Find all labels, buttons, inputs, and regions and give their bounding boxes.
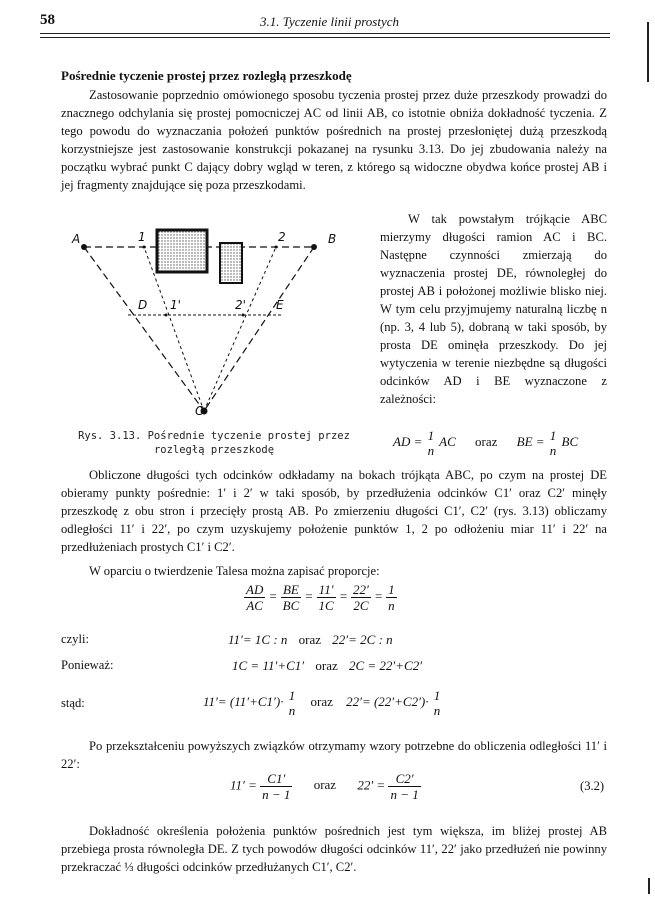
running-head: 3.1. Tyczenie linii prostych [260, 14, 400, 29]
stad-num2: 1 [433, 688, 441, 703]
thales-f1-den: AC [246, 598, 263, 613]
eq-be-lhs: BE = [516, 433, 545, 449]
point-b [311, 244, 317, 250]
figure-3-13 [62, 225, 362, 425]
label-b: B [328, 232, 337, 246]
poniewaz-conj: oraz [315, 658, 338, 673]
paragraph-accuracy: Dokładność określenia położenia punktów pośrednich jest tym większa, im bliżej prostej AB przebiega prosta równoległa DE. Z tych powodów długości odcinków 11′, 22′ jako przedłużeń nie powinny przekraczać ⅓ długości odcinków przedłużanych C1′, C2′. [61, 824, 607, 874]
final-num2: C2′ [388, 771, 420, 787]
thales-eq-4: = [374, 588, 383, 604]
caption-line-1: Rys. 3.13. Pośrednie tyczenie prostej przez [78, 430, 350, 442]
paragraph-intro: Zastosowanie poprzednio omówionego sposobu tyczenia prostej przez duże przeszkody prowadzi do znacznego odchylania się prostej pomocniczej AC od linii AB, co istotnie obniża dokładność tyczenia. Z tego powodu do wyznaczania położeń punktów pośrednich na prostej przesłoniętej dużą przeszkodą korzystniejsze jest zastosowanie konstrukcji pokazanej na rysunku 3.13. Do jej zbudowania należy na początku wybrać punkt C dający dobry wgląd w teren, z którego są widoczne obydwa końce prostej AB i jej fragmenty znajdujące się poza przeszkodami. [61, 88, 607, 192]
eq-be-den: n [549, 443, 557, 458]
eq-ad-num: 1 [427, 428, 435, 443]
final-lhs2: 22′ = [357, 777, 386, 793]
stad-left: 11′= (11′+C1′)· [203, 693, 284, 709]
thales-f2-den: BC [282, 598, 300, 613]
paragraph-computation: Obliczone długości tych odcinków odkładamy na bokach trójkąta ABC, po czym na prostej DE obieramy punkty pośrednie: 1′ i 2′ w taki sposób, by przedłużenia odcinków C1′ oraz C2′ minęły przeszkodę z obu stron i przecięły prostą AB. Po zmierzeniu długości C1′, C2′ (rys. 3.13) obliczamy odległości 11′ i 22′, po czym uzyskujemy położenie punktów 1, 2 po odłożeniu miar 11′ i 22′ na przedłużeniach prostych C1′ i C2′. [61, 468, 607, 554]
point-2p [242, 314, 245, 317]
point-1 [143, 246, 146, 249]
label-2p: 2' [235, 298, 246, 312]
thales-eq-3: = [338, 588, 348, 604]
label-a: A [72, 232, 81, 246]
equation-poniewaz [232, 658, 422, 674]
final-conj: oraz [313, 777, 337, 793]
header-rule [40, 33, 610, 34]
caption-line-2: rozległą przeszkodę [153, 444, 275, 456]
eq-ad-conj: oraz [475, 433, 498, 449]
label-czyli: czyli: [61, 632, 89, 646]
equation-stad [203, 688, 442, 718]
stad-den: n [288, 703, 296, 718]
thales-eq-1: = [268, 588, 278, 604]
thales-f2-num: BE [281, 582, 302, 598]
final-lhs1: 11′ = [230, 777, 257, 793]
czyli-left: 11′= 1C : n [228, 632, 288, 647]
equation-number: (3.2) [580, 779, 605, 793]
thales-eq-2: = [304, 588, 314, 604]
paragraph-triangle: W tak powstałym trójkącie ABC mierzymy długości ramion AC i BC. Następne czynności zmierzają do wyznaczenia prostej DE, równoległej do prostej AB i położonej możliwie blisko niej. W tym celu przyjmujemy naturalną liczbę n (np. 3, 4 lub 5), dobraną w taki sposób, by prosta DE ominęła przeszkody. Do jej wytyczenia w terenie niezbędne są długości odcinków AD i BE wyznaczone z zależności: [380, 212, 607, 406]
label-d: D [138, 298, 148, 312]
stad-right: 22′= (22′+C2′)· [346, 693, 429, 709]
label-2: 2 [278, 230, 286, 244]
equation-thales [244, 582, 397, 613]
paragraph-thales: W oparciu o twierdzenie Talesa można zapisać proporcje: [89, 564, 380, 578]
thales-f3-den: 1C [318, 598, 334, 613]
obstacle-small [220, 243, 242, 283]
point-a [81, 244, 87, 250]
obstacle-large [157, 230, 207, 272]
label-poniewaz: Ponieważ: [61, 658, 114, 672]
thales-f5-den: n [388, 598, 395, 613]
eq-ad-den: n [427, 443, 435, 458]
header-rule-thin [40, 37, 610, 38]
section-title: Pośrednie tyczenie prostej przez rozległą przeszkodę [61, 68, 352, 83]
label-c: C [195, 404, 204, 418]
eq-be-rhs: BC [561, 433, 579, 449]
stad-den2: n [433, 703, 441, 718]
thales-f3-num: 11′ [317, 582, 336, 598]
final-den2: n − 1 [390, 787, 419, 802]
eq-ad-lhs: AD = [393, 433, 423, 449]
label-1p: 1' [170, 298, 181, 312]
page-number: 58 [40, 12, 55, 28]
label-stad: stąd: [61, 696, 85, 710]
stad-conj: oraz [310, 693, 333, 709]
eq-be-num: 1 [549, 428, 557, 443]
label-e: E [276, 298, 284, 312]
point-2 [275, 246, 278, 249]
figure-caption [78, 429, 350, 457]
margin-bar [647, 22, 649, 82]
czyli-right: 22′= 2C : n [332, 632, 393, 647]
stad-num: 1 [288, 688, 296, 703]
czyli-conj: oraz [298, 632, 322, 647]
eq-ad-rhs: AC [439, 433, 456, 449]
poniewaz-left: 1C = 11′+C1′ [232, 658, 305, 673]
final-num1: C1′ [260, 771, 292, 787]
thales-f5-num: 1 [388, 582, 395, 597]
equation-czyli [228, 632, 393, 648]
poniewaz-right: 2C = 22′+C2′ [348, 658, 423, 673]
paragraph-transform: Po przekształceniu powyższych związków otrzymamy wzory potrzebne do obliczenia odległości 11′ i 22′: [61, 739, 607, 771]
margin-bar-bottom [648, 878, 650, 894]
final-den1: n − 1 [262, 787, 291, 802]
thales-f4-den: 2C [353, 598, 369, 613]
equation-3-2 [230, 771, 421, 802]
point-1p [165, 314, 168, 317]
thales-f4-num: 22′ [352, 582, 369, 597]
thales-f1-num: AD [246, 582, 264, 597]
label-1: 1 [138, 230, 146, 244]
equation-ad-be [393, 428, 578, 458]
